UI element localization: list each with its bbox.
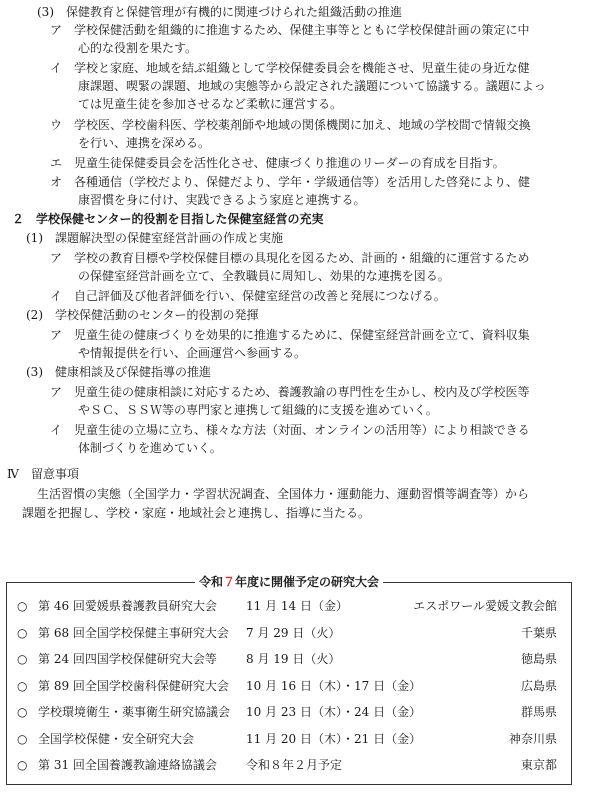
event-venue: 徳島県 (520, 652, 557, 666)
event-venue: 千葉県 (520, 625, 557, 640)
event-bullet-icon: ○ (17, 758, 28, 772)
event-venue: 神奈川県 (508, 731, 557, 746)
event-bullet-icon: ○ (17, 705, 28, 719)
event-date: 10 月 16 日（木）・17 日（金） (246, 678, 422, 693)
event-date: 令和８年２月予定 (246, 758, 343, 772)
event-venue: 東京都 (520, 758, 557, 772)
event-name: 全国学校保健・安全研究大会 (38, 731, 195, 746)
event-name: 第 31 回全国養護教諭連絡協議会 (38, 758, 217, 772)
text-line: Ⅳ 留意事項 (7, 467, 79, 481)
event-venue: エスポワール愛媛文教会館 (413, 599, 557, 613)
text-line: (3) 健康相談及び保健指導の推進 (26, 365, 211, 379)
text-line: や情報提供を行い、企画運営へ参画する。 (78, 346, 307, 360)
text-line: イ 児童生徒の立場に立ち、様々な方法（対面、オンラインの活用等）により相談できる (50, 423, 530, 437)
text-line: (1) 課題解決型の保健室経営計画の作成と実施 (26, 231, 283, 245)
event-row (7, 595, 571, 617)
text-line: (3) 保健教育と保健管理が有機的に関連づけられた組織活動の推進 (37, 5, 403, 19)
text-line: の保健室経営計画を立て、全教職員に周知し、効果的な連携を図る。 (78, 269, 450, 283)
event-bullet-icon: ○ (17, 625, 28, 640)
events-box-title: 令和７年度に開催予定の研究大会 (7, 574, 571, 591)
text-line: 体制づくりを進めていく。 (78, 441, 222, 455)
event-date: 10 月 23 日（木）・24 日（金） (246, 705, 422, 719)
text-line: ア 学校の教育目標や学校保健目標の具現化を図るため、計画的・組織的に運営するため (50, 251, 530, 265)
text-line: オ 各種通信（学校だより、保健だより、学年・学級通信等）を活用した啓発により、健 (50, 175, 531, 189)
event-row (7, 675, 571, 697)
text-line: 課題を把握し、学校・家庭・地域社会と連携し、指導に当たる。 (22, 506, 371, 520)
text-line: 心的な役割を果たす。 (78, 41, 198, 55)
text-line: ア 児童生徒の健康づくりを効果的に推進するために、保健室経営計画を立て、資料収集 (50, 328, 530, 342)
event-name: 第 89 回全国学校歯科保健研究大会 (38, 678, 229, 693)
text-line: (2) 学校保健活動のセンター的役割の発揮 (26, 308, 259, 322)
event-venue: 広島県 (520, 678, 557, 693)
event-name: 第 24 回四国学校保健研究大会等 (38, 652, 217, 666)
event-name: 第 68 回全国学校保健主事研究大会 (38, 625, 229, 640)
text-line: ア 児童生徒の健康相談に対応するため、養護教諭の専門性を生かし、校内及び学校医等 (50, 385, 530, 399)
event-bullet-icon: ○ (17, 652, 28, 666)
event-row (7, 648, 571, 670)
event-date: 8 月 19 日（火） (246, 652, 341, 666)
text-line: ては児童生徒を参加させるなど柔軟に運営する。 (78, 97, 343, 111)
event-name: 学校環境衛生・薬事衛生研究協議会 (38, 705, 231, 719)
events-box (6, 575, 572, 785)
event-date: 11 月 20 日（木）・21 日（金） (246, 731, 422, 746)
event-venue: 群馬県 (520, 705, 557, 719)
text-line: 生活習慣の実態（全国学力・学習状況調査、全国体力・運動能力、運動習慣等調査等）から (37, 487, 530, 501)
year-number: ７ (222, 575, 235, 589)
text-line: イ 学校と家庭、地域を結ぶ組織として学校保健委員会を機能させ、児童生徒の身近な健 (50, 61, 530, 75)
text-line: を行い、連携を深める。 (78, 136, 211, 150)
text-line: エ 児童生徒保健委員会を活性化させ、健康づくり推進のリーダーの育成を目指す。 (50, 156, 505, 170)
text-line: やＳＣ、ＳＳＷ等の専門家と連携して組織的に支援を進めていく。 (78, 403, 438, 417)
text-line: 康課題、喫緊の課題、地域の実態等から設定された議題について協議する。議題によっ (78, 79, 546, 93)
event-bullet-icon: ○ (17, 599, 28, 613)
event-bullet-icon: ○ (17, 731, 28, 746)
event-row (7, 622, 571, 644)
text-line: 康習慣を身に付け、実践できるよう家庭と連携する。 (78, 193, 366, 207)
event-bullet-icon: ○ (17, 678, 28, 693)
section-heading: ２ 学校保健センター的役割を目指した保健室経営の充実 (12, 212, 324, 226)
text-line: ア 学校保健活動を組織的に推進するため、保健主事等とともに学校保健計画の策定に中 (50, 23, 530, 37)
event-row (7, 701, 571, 723)
event-date: 7 月 29 日（火） (246, 625, 341, 640)
text-line: イ 自己評価及び他者評価を行い、保健室経営の改善と発展につなげる。 (50, 289, 446, 303)
event-date: 11 月 14 日（金） (246, 599, 348, 613)
event-row (7, 754, 571, 776)
event-row (7, 728, 571, 750)
event-name: 第 46 回愛媛県養護教員研究大会 (38, 599, 217, 613)
text-line: ウ 学校医、学校歯科医、学校薬剤師や地域の関係機関に加え、地域の学校間で情報交換 (50, 118, 531, 132)
